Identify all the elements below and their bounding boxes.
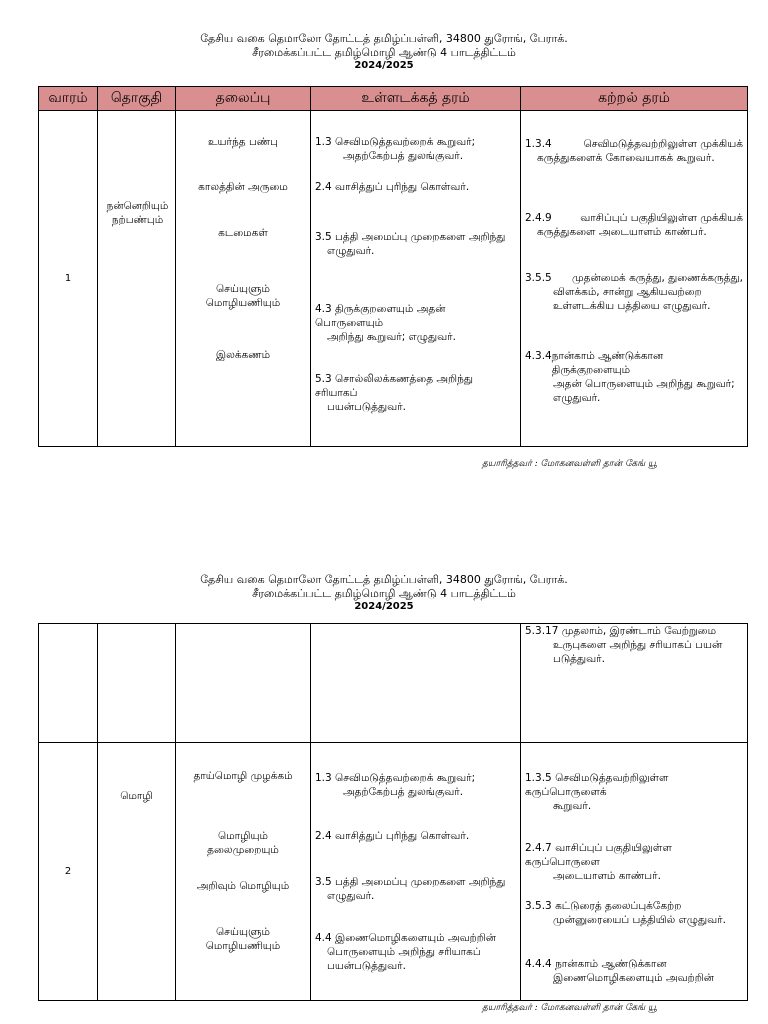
table-row [39,624,748,743]
prepared-by-note: தயாரித்தவர் : மோகனவள்ளி தான் கேங் யூ [482,1003,657,1013]
table-row [39,111,748,447]
learning-item: 3.5.5 முதன்மைக் கருத்து, துணைக்கருத்து, விளக்கம், சான்று ஆகியவற்றை உள்ளடக்கிய பத்தியை எழுதுவர். [525,272,743,312]
week-number: 2 [39,743,98,1001]
topic-item: இலக்கணம் [215,349,271,361]
content-item: 4.4 இணைமொழிகளையும் அவற்றின் பொருளையும் அறிந்து சரியாகப் பயன்படுத்துவர். [315,932,496,972]
content-item: 3.5 பத்தி அமைப்பு முறைகளை அறிந்து எழுதுவர். [315,876,506,902]
school-name: தேசிய வகை தெமாலோ தோட்டத் தமிழ்ப்பள்ளி, 34800 துரோங், பேராக். [200,32,568,45]
lesson-plan-table-2 [38,623,748,1001]
content-item: 2.4 வாசித்துப் புரிந்து கொள்வர். [315,181,470,193]
learning-standard-list [521,111,748,447]
topic-item: செய்யுளும் மொழியணியும் [205,283,281,309]
content-item: 1.3 செவிமடுத்தவற்றைக் கூறுவர்; அதற்கேற்பத் துலங்குவர். [315,772,476,798]
academic-year: 2024/2025 [354,601,414,612]
content-item: 2.4 வாசித்துப் புரிந்து கொள்வர். [315,830,470,842]
content-standard-list [311,111,521,447]
content-standard-list [311,743,521,1001]
content-item: 3.5 பத்தி அமைப்பு முறைகளை அறிந்து எழுதுவர். [315,231,506,257]
learning-standard-list [521,743,748,1001]
col-header-content-standard: உள்ளடக்கத் தரம் [311,87,521,111]
learning-item: 2.4.7 வாசிப்புப் பகுதியிலுள்ள கருப்பொருளை அடையாளம் காண்பர். [525,842,672,882]
topic-item: உயர்ந்த பண்பு [208,136,278,148]
topic-item: செய்யுளும் மொழியணியும் [205,926,281,952]
content-item: 4.3 திருக்குறளையும் அதன் பொருளையும் அறிந்து கூறுவர்; எழுதுவர். [315,303,456,343]
topic-item: கடமைகள் [218,227,268,239]
learning-item: 1.3.4 செவிமடுத்தவற்றிலுள்ள முக்கியக் கருத்துகளைக் கோவையாகக் கூறுவர். [525,138,743,164]
learning-item: 4.3.4 நான்காம் ஆண்டுக்கான திருக்குறளையும் அதன் பொருளையும் அறிந்து கூறுவர்; எழுதுவர். [525,350,735,404]
col-header-unit: தொகுதி [98,87,176,111]
content-item: 1.3 செவிமடுத்தவற்றைக் கூறுவர்; அதற்கேற்பத் துலங்குவர். [315,136,476,162]
topic-list [176,743,311,1001]
prepared-by-note: தயாரித்தவர் : மோகனவள்ளி தான் கேங் யூ [482,459,657,469]
col-header-learning-standard: கற்றல் தரம் [521,87,748,111]
week-number: 1 [39,111,98,447]
page1-header [0,32,768,71]
lesson-plan-table-1 [38,86,748,447]
school-name: தேசிய வகை தெமாலோ தோட்டத் தமிழ்ப்பள்ளி, 34800 துரோங், பேராக். [200,573,568,586]
unit-name: நன்னெறியும் நற்பண்பும் [98,111,176,447]
col-header-topic: தலைப்பு [176,87,311,111]
topic-item: தாய்மொழி முழக்கம் [193,770,293,782]
unit-name: மொழி [98,743,176,1001]
learning-item: 2.4.9 வாசிப்புப் பகுதியிலுள்ள முக்கியக் கருத்துகளை அடையாளம் காண்பர். [525,212,743,238]
topic-item: அறிவும் மொழியும் [196,880,290,892]
table-row [39,743,748,1001]
academic-year: 2024/2025 [354,60,414,71]
topic-list [176,111,311,447]
topic-item: மொழியும் தலைமுறையும் [207,830,279,856]
learning-item: 3.5.3 கட்டுரைத் தலைப்புக்கேற்ற முன்னுரையைப் பத்தியில் எழுதுவர். [525,900,726,926]
learning-item: 1.3.5 செவிமடுத்தவற்றிலுள்ள கருப்பொருளைக் கூறுவர். [525,772,669,812]
content-item: 5.3 சொல்லிலக்கணத்தை அறிந்து சரியாகப் பயன்படுத்துவர். [315,373,473,413]
syllabus-title: சீரமைக்கப்பட்ட தமிழ்மொழி ஆண்டு 4 பாடத்திட்டம் [252,587,516,600]
col-header-week: வாரம் [39,87,98,111]
learning-item: 5.3.17 முதலாம், இரண்டாம் வேற்றுமை உருபுகளை அறிந்து சரியாகப் பயன் படுத்துவர். [521,624,748,743]
topic-item: காலத்தின் அருமை [198,181,288,193]
page2-header [0,573,768,612]
syllabus-title: சீரமைக்கப்பட்ட தமிழ்மொழி ஆண்டு 4 பாடத்திட்டம் [252,46,516,59]
learning-item: 4.4.4 நான்காம் ஆண்டுக்கான இணைமொழிகளையும் அவற்றின் [525,958,714,984]
